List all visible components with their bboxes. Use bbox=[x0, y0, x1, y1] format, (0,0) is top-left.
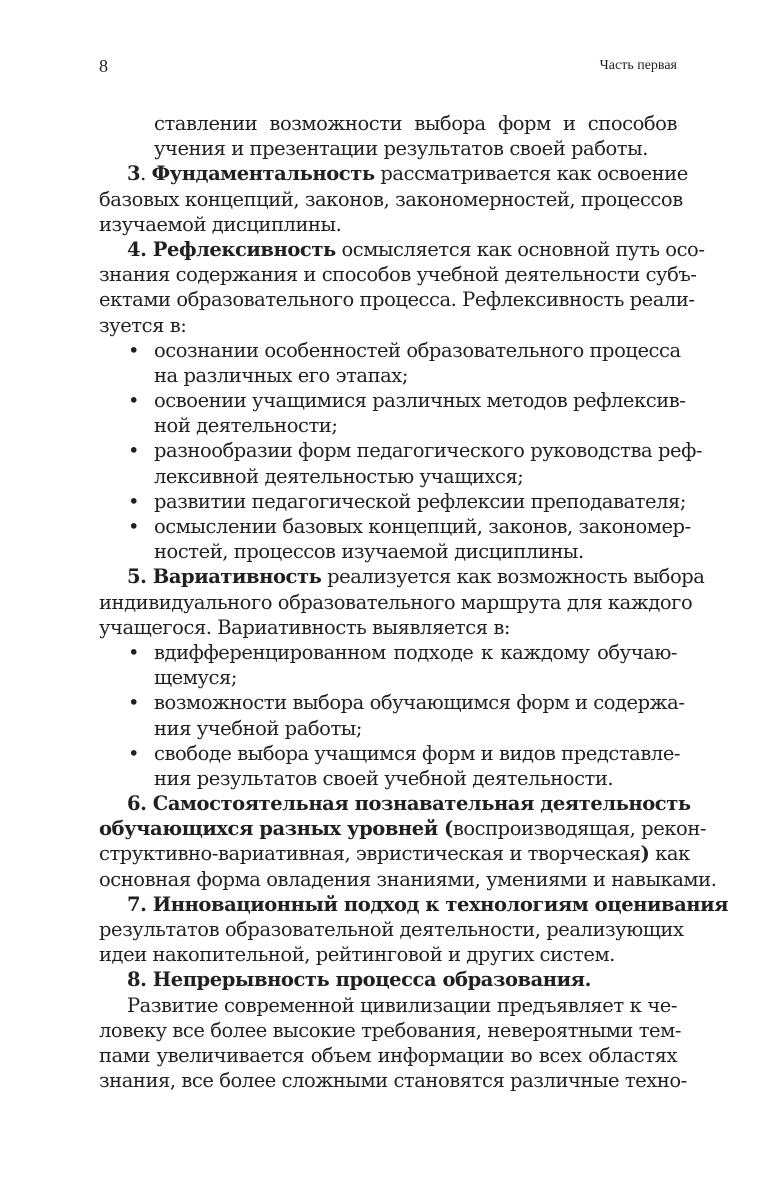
text-line: ектами образовательного процесса. Рефлексивность реали- bbox=[99, 288, 695, 312]
list-item: • осознании особенностей образовательного процесса bbox=[128, 338, 681, 362]
principle-3: 3. Фундаментальность рассматривается как освоение bbox=[127, 162, 688, 186]
text-line: индивидуального образовательного маршрута для каждого bbox=[99, 590, 693, 614]
principle-title: 6. Самостоятельная познавательная деятельность bbox=[127, 792, 691, 816]
principle-title: 7. Инновационный подход к технологиям оценивания bbox=[127, 892, 729, 916]
text-line: пами увеличивается объем информации во всех областях bbox=[99, 1043, 677, 1067]
list-item-cont: щемуся; bbox=[154, 666, 237, 690]
bullet-icon: • bbox=[128, 389, 140, 413]
list-item: • возможности выбора обучающимся форм и содержа- bbox=[128, 691, 685, 715]
body-text bbox=[99, 111, 729, 1093]
principle-title: 5. Вариативность bbox=[127, 565, 322, 589]
bullet-icon: • bbox=[128, 439, 140, 463]
bullet-icon: • bbox=[128, 741, 140, 765]
principle-6 bbox=[99, 791, 691, 816]
bullet-icon: • bbox=[128, 489, 140, 513]
principle-title: 4. Рефлексивность bbox=[127, 237, 336, 261]
principle-title: Фундаментальность bbox=[151, 162, 375, 186]
text-line: структивно-вариативная, эвристическая и творческая) как bbox=[99, 842, 690, 866]
list-item-cont: ния результатов своей учебной деятельности. bbox=[154, 766, 614, 790]
bullet-icon: • bbox=[128, 515, 140, 538]
principle-title: 8. Непрерывность процесса образования. bbox=[127, 968, 591, 992]
bullet-icon: • bbox=[128, 691, 140, 715]
text-line: ловеку все более высокие требования, невероятными тем- bbox=[99, 1018, 681, 1042]
list-item: • осмыслении базовых концепций, законов, закономер- bbox=[128, 515, 691, 538]
list-item-cont: ния учебной работы; bbox=[154, 716, 362, 740]
principle-number: 3 bbox=[127, 162, 141, 186]
text-line: учения и презентации результатов своей работы. bbox=[154, 137, 648, 161]
text-line: учащегося. Вариативность выявляется в: bbox=[99, 615, 510, 639]
text-line: результатов образовательной деятельности, реализующих bbox=[99, 918, 684, 941]
list-item: • вдифференцированном подходе к каждому обучаю- bbox=[128, 640, 677, 664]
list-item-cont: лексивной деятельностью учащихся; bbox=[154, 464, 524, 488]
list-item-cont: ной деятельности; bbox=[154, 414, 338, 438]
text-line: обучающихся разных уровней (воспроизводящая, рекон- bbox=[99, 817, 707, 841]
list-item: • разнообразии форм педагогического руководства реф- bbox=[128, 439, 703, 463]
principle-4: 4. Рефлексивность осмысляется как основной путь осо- bbox=[127, 237, 705, 261]
text-line: знания, все более сложными становятся различные техно- bbox=[99, 1069, 687, 1093]
list-item: • свободе выбора учащимся форм и видов представле- bbox=[128, 741, 681, 765]
text-line: базовых концепций, законов, закономерностей, процессов bbox=[99, 187, 683, 211]
bullet-icon: • bbox=[128, 640, 140, 664]
text-line: ставлении возможности выбора форм и способов bbox=[154, 112, 677, 135]
list-item: • развитии педагогической рефлексии преподавателя; bbox=[128, 489, 687, 513]
text-line: изучаемой дисциплины. bbox=[99, 212, 342, 236]
text-line: основная форма овладения знаниями, умениями и навыками. bbox=[99, 867, 717, 891]
list-item-cont: на различных его этапах; bbox=[154, 363, 408, 387]
bullet-icon: • bbox=[128, 338, 140, 362]
text-line: идеи накопительной, рейтинговой и других систем. bbox=[99, 943, 615, 967]
list-item-cont: ностей, процессов изучаемой дисциплины. bbox=[154, 540, 584, 564]
page-number: 8 bbox=[99, 56, 108, 76]
principle-7 bbox=[99, 892, 729, 917]
text-line: Развитие современной цивилизации предъявляет к че- bbox=[127, 993, 677, 1017]
running-title: Часть первая bbox=[599, 58, 677, 73]
principle-8 bbox=[99, 967, 677, 992]
principle-5: 5. Вариативность реализуется как возможность выбора bbox=[127, 565, 705, 589]
text-line: знания содержания и способов учебной деятельности субъ- bbox=[99, 263, 697, 287]
list-item: • освоении учащимися различных методов рефлексив- bbox=[128, 389, 686, 413]
page-header bbox=[99, 56, 677, 78]
text-line: зуется в: bbox=[99, 313, 187, 337]
